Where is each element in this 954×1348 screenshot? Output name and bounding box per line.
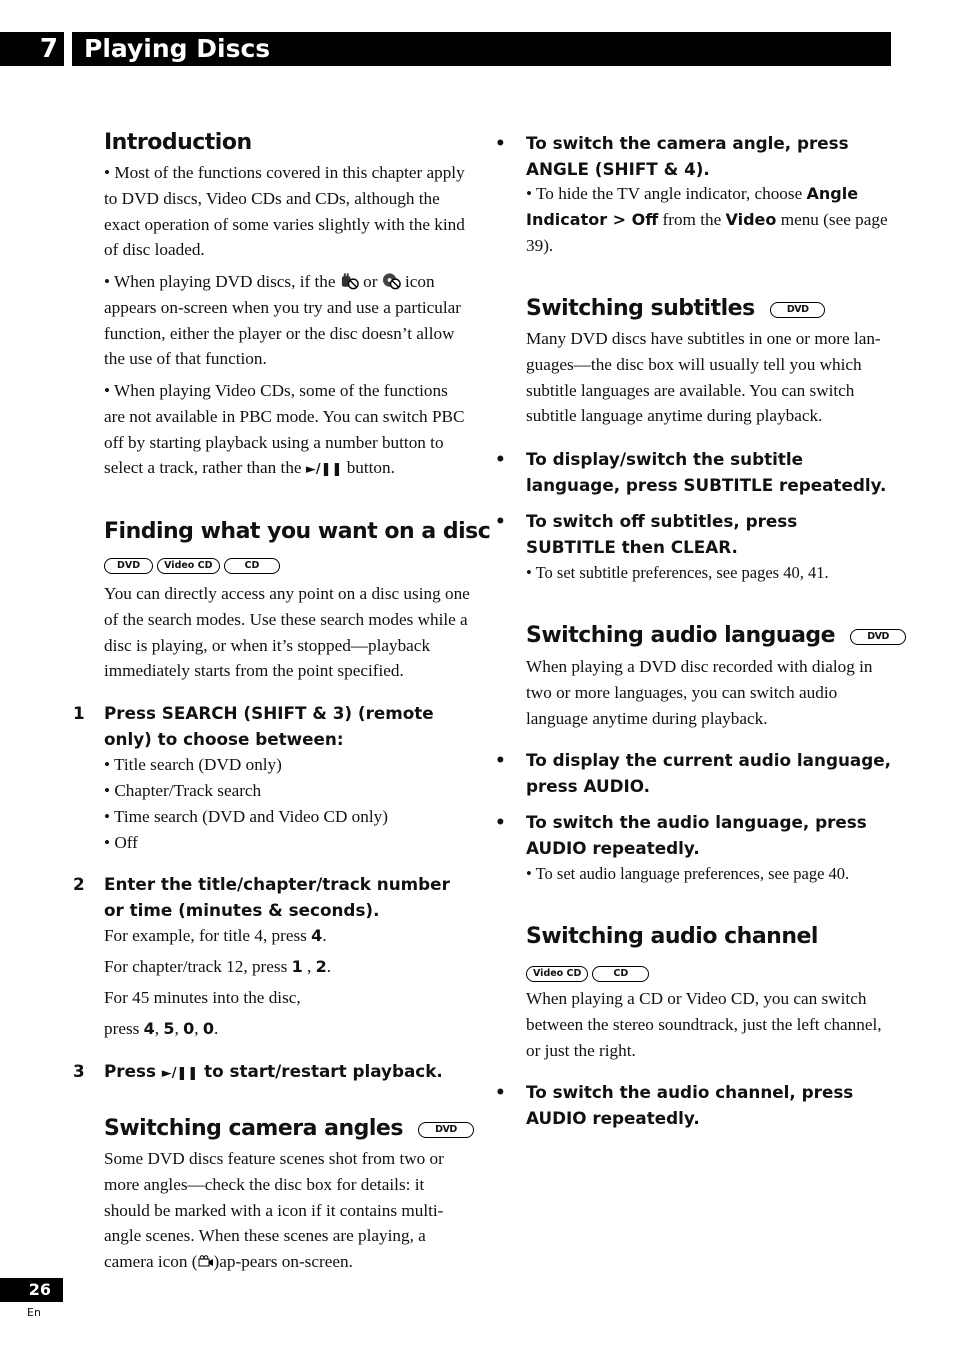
audio-channel-instruction: To switch the audio channel, press AUDIO repeatedly. — [526, 1082, 854, 1128]
step-3-text: Press ►/❚❚ to start/restart playback. — [104, 1061, 443, 1081]
audio-language-instruction-1: To display the current audio language, press AUDIO. — [526, 750, 892, 796]
step-3-number: 3 — [73, 1061, 85, 1081]
step-1-text: Press SEARCH (SHIFT & 3) (remote only) to choose between: — [104, 703, 434, 749]
prohibited-disc-icon — [382, 272, 401, 290]
audio-channel-heading: Switching audio channel — [526, 924, 818, 949]
intro-heading: Introduction — [104, 130, 252, 155]
chapter-title: Playing Discs — [72, 32, 891, 66]
example-chapter: For chapter/track 12, press 1 , 2. — [104, 957, 332, 976]
audio-channel-disc-badges — [526, 965, 649, 983]
subtitles-note: • To set subtitle preferences, see pages 40, 41. — [526, 563, 829, 582]
bullet: • — [495, 750, 506, 770]
finding-heading: Finding what you want on a disc — [104, 519, 491, 544]
bullet: • — [495, 812, 506, 832]
language-code: En — [27, 1306, 41, 1319]
search-option-3: • Time search (DVD and Video CD only) — [104, 807, 388, 826]
finding-paragraph: You can directly access any point on a disc using one of the search modes. Use these search modes while a disc is playing, or when it’s stopped—playback immediately starts from the point specified. — [104, 584, 470, 681]
play-pause-icon: ►/❚❚ — [305, 462, 343, 478]
play-pause-icon: ►/❚❚ — [161, 1066, 199, 1081]
video-cd-badge: Video CD — [526, 966, 588, 982]
bullet: • — [495, 1082, 506, 1102]
audio-channel-paragraph: When playing a CD or Video CD, you can switch between the stereo soundtrack, just the left channel, or just the right. — [526, 989, 882, 1060]
camera-heading: Switching camera angles DVD — [104, 1116, 474, 1141]
example-time-1: For 45 minutes into the disc, — [104, 988, 301, 1007]
dvd-badge: DVD — [104, 558, 153, 574]
video-cd-badge: Video CD — [157, 558, 219, 574]
audio-language-heading: Switching audio language DVD — [526, 623, 906, 648]
bullet: • — [495, 449, 506, 469]
finding-disc-badges — [104, 557, 280, 575]
audio-language-paragraph: When playing a DVD disc recorded with dialog in two or more languages, you can switch audio language anytime during playback. — [526, 657, 873, 728]
example-title: For example, for title 4, press 4. — [104, 926, 327, 945]
search-option-4: • Off — [104, 833, 138, 852]
example-time-2: press 4, 5, 0, 0. — [104, 1019, 219, 1038]
cd-badge: CD — [592, 966, 649, 982]
step-1-number: 1 — [73, 703, 85, 723]
page-number: 26 — [0, 1278, 63, 1302]
cd-badge: CD — [224, 558, 281, 574]
intro-bullet-2: • When playing DVD discs, if the or icon appears on-screen when you try and use a particular function, either the player or the disc doesn’t allow the use of that function. — [104, 272, 461, 369]
camera-angle-note: • To hide the TV angle indicator, choose Angle Indicator > Off from the Video menu (see page 39). — [526, 184, 888, 255]
camera-paragraph: Some DVD discs feature scenes shot from two or more angles—check the disc box for details: it should be marked with a icon if it contains multi-angle scenes. When these scenes are playing, a camera icon ( )ap-pears on-screen. — [104, 1149, 444, 1272]
search-option-1: • Title search (DVD only) — [104, 755, 282, 774]
step-2-text: Enter the title/chapter/track number or time (minutes & seconds). — [104, 874, 450, 920]
audio-language-note: • To set audio language preferences, see page 40. — [526, 864, 850, 883]
subtitles-instruction-2: To switch off subtitles, press SUBTITLE then CLEAR. — [526, 511, 798, 557]
bullet: • — [495, 511, 506, 531]
intro-bullet-1: • Most of the functions covered in this chapter apply to DVD discs, Video CDs and CDs, although the exact operation of some varies slightly with the kind of disc loaded. — [104, 163, 465, 260]
chapter-number: 7 — [0, 32, 64, 66]
subtitles-instruction-1: To display/switch the subtitle language, press SUBTITLE repeatedly. — [526, 449, 887, 495]
intro-bullet-3: • When playing Video CDs, some of the functions are not available in PBC mode. You can switch PBC off by starting playback using a number button to select a track, rather than the ►/❚❚ button. — [104, 381, 465, 478]
camera-icon — [198, 1255, 214, 1267]
bullet: • — [495, 133, 506, 153]
dvd-badge: DVD — [770, 302, 826, 318]
subtitles-heading: Switching subtitles DVD — [526, 296, 825, 321]
dvd-badge: DVD — [418, 1122, 474, 1138]
step-2-number: 2 — [73, 874, 85, 894]
search-option-2: • Chapter/Track search — [104, 781, 262, 800]
audio-language-instruction-2: To switch the audio language, press AUDIO repeatedly. — [526, 812, 867, 858]
prohibited-hand-icon — [340, 272, 359, 290]
subtitles-paragraph: Many DVD discs have subtitles in one or more lan-guages—the disc box will usually tell you which subtitle languages are available. You can switch subtitle language anytime during playback. — [526, 329, 881, 426]
dvd-badge: DVD — [850, 629, 906, 645]
camera-angle-instruction: To switch the camera angle, press ANGLE (SHIFT & 4). — [526, 133, 849, 179]
